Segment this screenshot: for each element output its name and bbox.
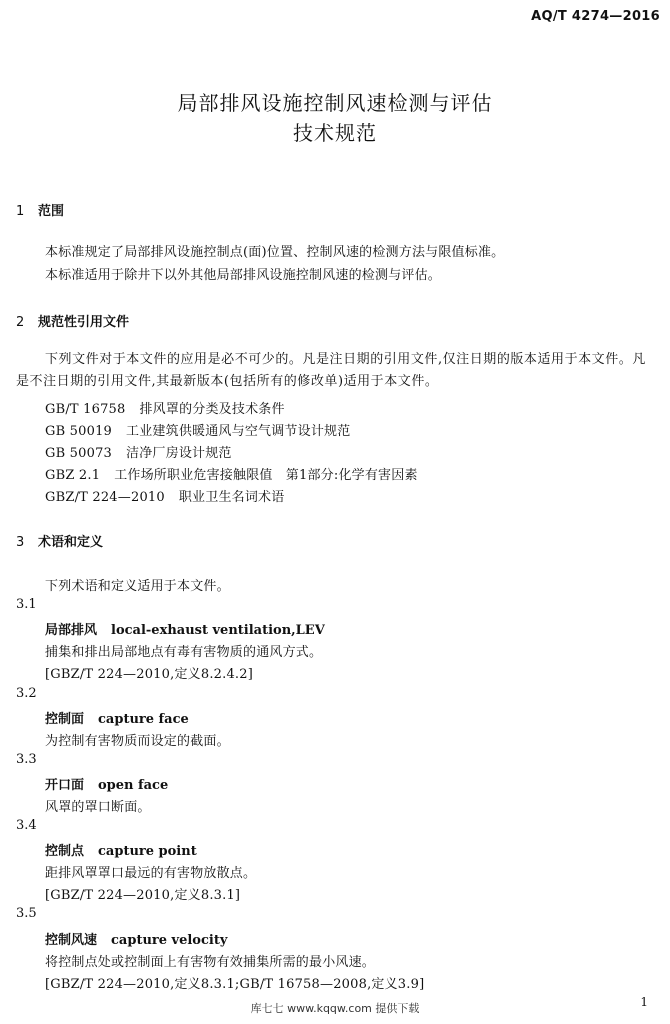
term-source: [GBZ/T 224—2010,定义8.3.1;GB/T 16758—2008,定义3.9]: [45, 977, 425, 992]
section-1-heading: [16, 200, 64, 219]
term-source: [GBZ/T 224—2010,定义8.2.4.2]: [45, 667, 254, 682]
page-number: 1: [640, 995, 648, 1009]
term-cn: 控制点: [45, 844, 85, 859]
reference-code: GB/T 16758: [45, 402, 126, 417]
term-number: 3.5: [16, 906, 37, 921]
term-number: 3.2: [16, 686, 37, 701]
term-definition: 距排风罩罩口最远的有害物放散点。: [45, 866, 257, 881]
reference-title: 工作场所职业危害接触限值 第1部分:化学有害因素: [114, 468, 418, 483]
paragraph: 本标准规定了局部排风设施控制点(面)位置、控制风速的检测方法与限值标准。: [45, 245, 505, 260]
reference-title: 工业建筑供暖通风与空气调节设计规范: [126, 424, 351, 439]
section-number: 1: [16, 204, 25, 219]
term-cn: 控制面: [45, 712, 85, 727]
term-number: 3.1: [16, 597, 37, 612]
document-title: 局部排风设施控制风速检测与评估: [177, 91, 493, 115]
term-cn: 局部排风: [45, 623, 98, 638]
reference-item: [45, 442, 232, 461]
term-cn: 开口面: [45, 778, 85, 793]
term-heading: [45, 929, 227, 948]
section-title: 规范性引用文件: [38, 315, 130, 330]
term-definition: 风罩的罩口断面。: [45, 800, 151, 815]
reference-title: 排风罩的分类及技术条件: [139, 402, 285, 417]
reference-title: 职业卫生名词术语: [178, 490, 285, 505]
reference-title: 洁净厂房设计规范: [126, 446, 232, 461]
term-en: open face: [98, 778, 169, 793]
term-definition: 为控制有害物质而设定的截面。: [45, 734, 230, 749]
paragraph: 本标准适用于除井下以外其他局部排风设施控制风速的检测与评估。: [45, 268, 442, 283]
term-heading: [45, 708, 189, 727]
term-heading: [45, 774, 168, 793]
term-en: capture point: [98, 844, 197, 859]
term-en: local-exhaust ventilation,LEV: [111, 623, 325, 638]
term-heading: [45, 840, 197, 859]
reference-item: [45, 420, 350, 439]
section-title: 范围: [38, 204, 65, 219]
term-definition: 捕集和排出局部地点有毒有害物质的通风方式。: [45, 645, 323, 660]
term-number: 3.3: [16, 752, 37, 767]
term-definition: 将控制点处或控制面上有害物有效捕集所需的最小风速。: [45, 955, 376, 970]
term-en: capture velocity: [111, 933, 228, 948]
term-cn: 控制风速: [45, 933, 98, 948]
download-watermark: 库七七 www.kqqw.com 提供下载: [250, 1002, 420, 1015]
reference-code: GB 50073: [45, 446, 113, 461]
section-number: 3: [16, 535, 25, 550]
paragraph: 下列文件对于本文件的应用是必不可少的。凡是注日期的引用文件,仅注日期的版本适用于本文件。凡是不注日期的引用文件,其最新版本(包括所有的修改单)适用于本文件。: [16, 352, 646, 389]
section-3-heading: [16, 531, 103, 550]
document-subtitle: 技术规范: [293, 121, 377, 145]
standard-number: AQ/T 4274—2016: [531, 9, 660, 24]
reference-item: [45, 464, 418, 483]
section-2-heading: [16, 311, 129, 330]
term-number: 3.4: [16, 818, 37, 833]
section-title: 术语和定义: [38, 535, 104, 550]
reference-item: [45, 398, 285, 417]
reference-code: GBZ/T 224—2010: [45, 490, 165, 505]
term-heading: [45, 619, 325, 638]
reference-item: [45, 486, 284, 505]
reference-code: GBZ 2.1: [45, 468, 101, 483]
paragraph: 下列术语和定义适用于本文件。: [45, 579, 230, 594]
term-en: capture face: [98, 712, 189, 727]
section-number: 2: [16, 315, 25, 330]
term-source: [GBZ/T 224—2010,定义8.3.1]: [45, 888, 241, 903]
reference-code: GB 50019: [45, 424, 113, 439]
